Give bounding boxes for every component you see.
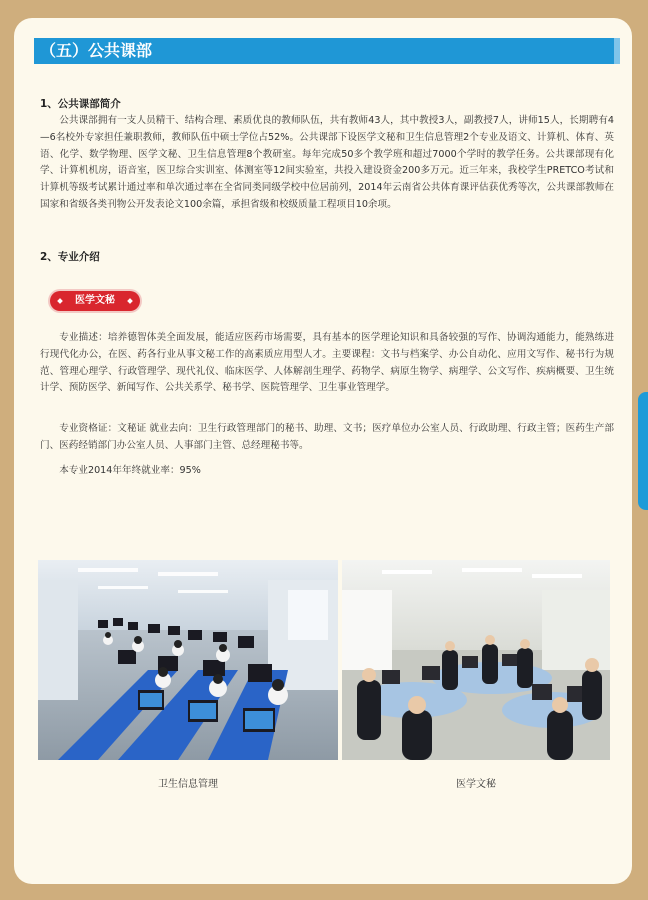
major-certificates: 专业资格证：文秘证 就业去向：卫生行政管理部门的秘书、助理、文书；医疗单位办公室人员、行政助理、行政主管；医药生产部门、医药经销部门办公室人员、人事部门主管、总经理秘书等。 (40, 423, 614, 451)
majors-heading: 2、专业介绍 (40, 251, 100, 263)
computer-lab-photo (38, 560, 338, 760)
section-title: （五）公共课部 (40, 41, 153, 60)
photo-caption-left: 卫生信息管理 (158, 779, 218, 790)
major-employment: 本专业2014年年终就业率：95% (59, 465, 201, 476)
major-badge-label: 医学文秘 (75, 295, 115, 306)
intro-heading: 1、公共课部简介 (40, 98, 121, 110)
side-tab (638, 392, 648, 510)
major-badge (50, 291, 140, 311)
intro-paragraph: 公共课部拥有一支人员精干、结构合理、素质优良的教师队伍，共有教师43人，其中教授3人，副教授7人，讲师15人，长期聘有4—6名校外专家担任兼职教师，教师队伍中硕士学位占52%。公共课部下设医学文秘和卫生信息管理2个专业及语文、计算机、体育、英语、化学、数学物理、医学文秘、卫生信息管理8个教研室。每年完成50多个教学班和超过7000个学时的教学任务。公共课部现有化学、计算机机房，语音室，医卫综合实训室、体测室等12间实验室，共投入建设资金200多万元。近三年来，我校学生PRETCO考试和计算机等级考试累计通过率和单次通过率在全省同类同级学校中位居前列，2014年云南省公共体育课评估获优秀等次，公共课部教师在国家和省级各类刊物公开发表论文100余篇，承担省级和校级质量工程项目10余项。 (40, 115, 614, 210)
photo-caption-right: 医学文秘 (456, 779, 496, 790)
section-header-bar (34, 38, 614, 64)
office-training-room-photo (342, 560, 610, 760)
major-description: 专业描述：培养德智体美全面发展，能适应医药市场需要，具有基本的医学理论知识和具备较强的写作、协调沟通能力，能熟练进行现代化办公，在医、药各行业从事文秘工作的高素质应用型人才。主要课程：文书与档案学、办公自动化、应用文写作、秘书行为规范、管理心理学、行政管理学、现代礼仪、临床医学、人体解剖生理学、药物学、病原生物学、病理学、公文写作、疾病概要、卫生统计学、预防医学、新闻写作、公共关系学、秘书学、医院管理学、卫生事业管理学。 (40, 332, 614, 394)
